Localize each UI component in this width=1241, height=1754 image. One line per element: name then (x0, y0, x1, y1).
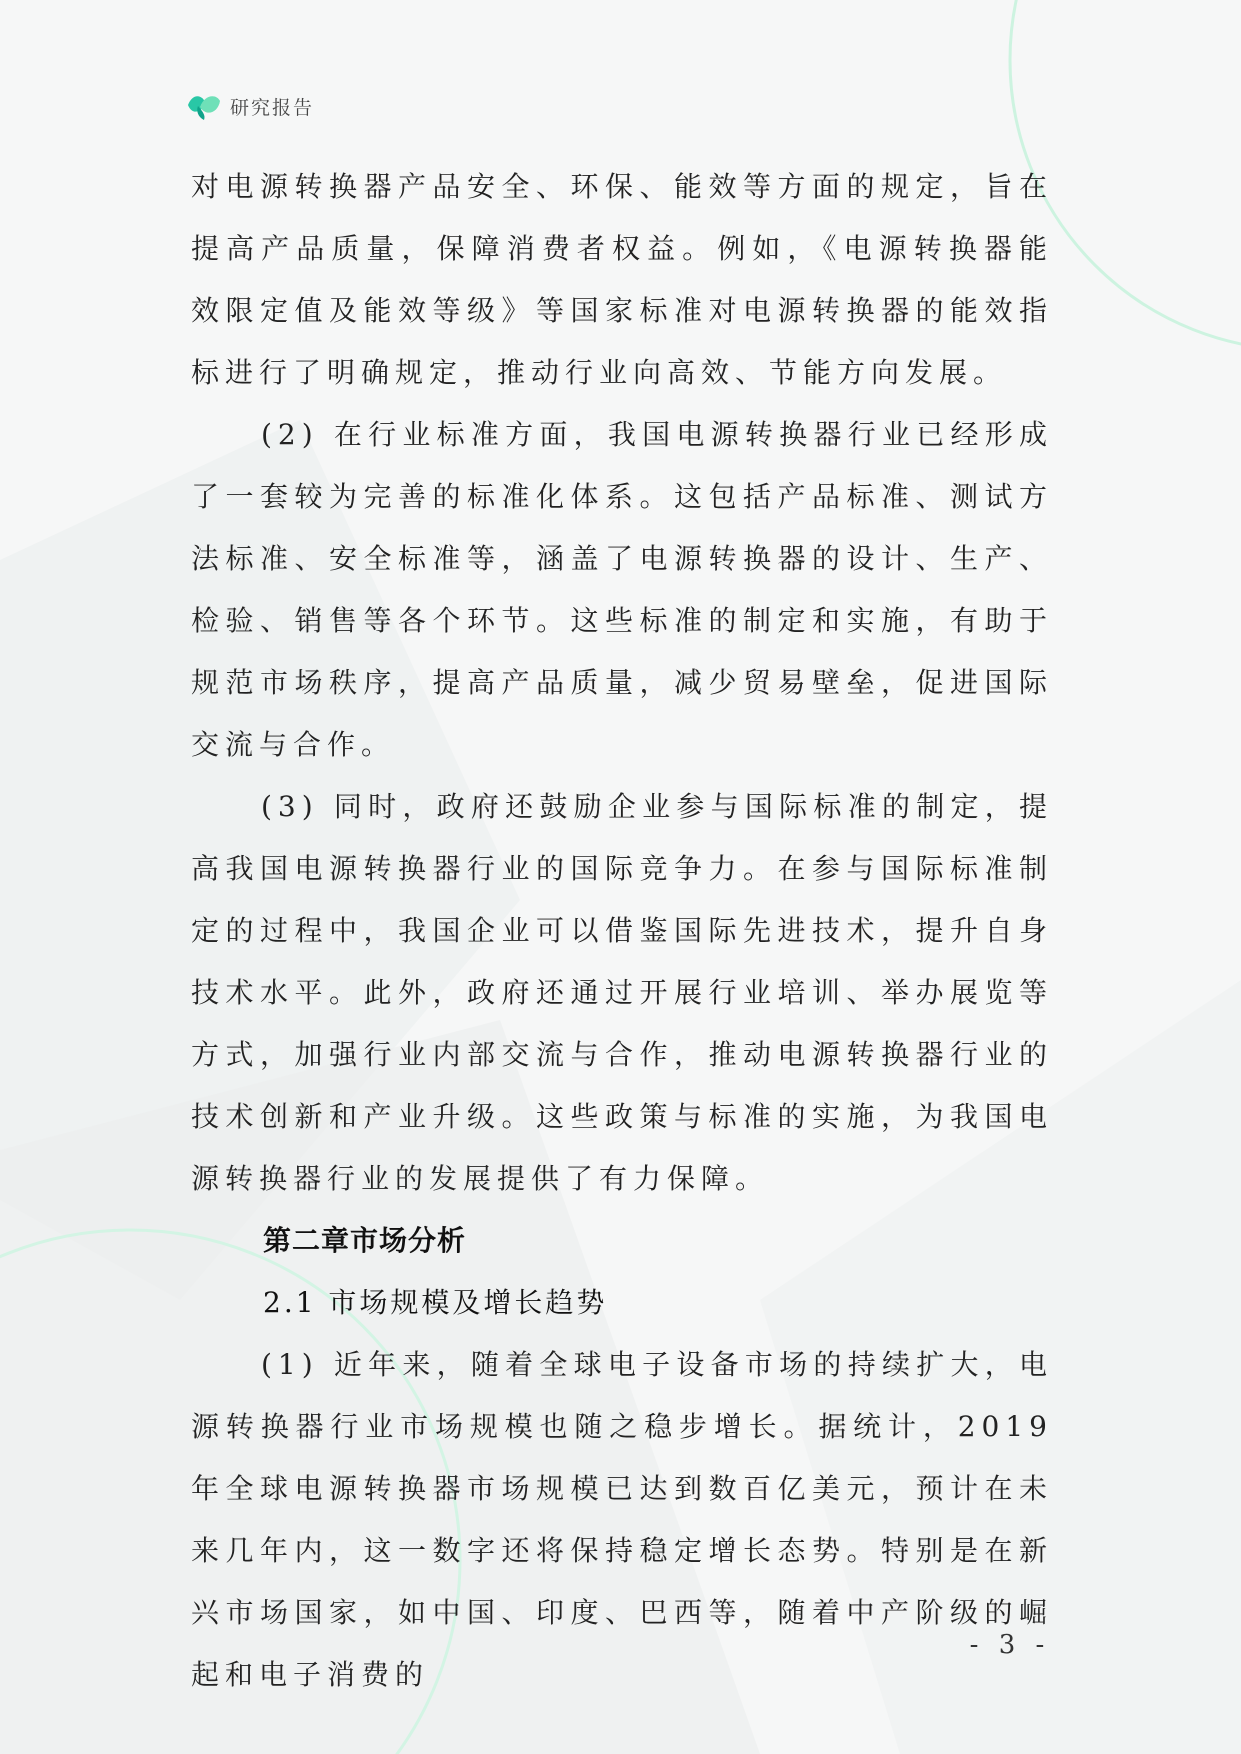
page-header (186, 88, 314, 124)
paragraph-continuation: 对电源转换器产品安全、环保、能效等方面的规定，旨在提高产品质量，保障消费者权益。例如，《电源转换器能效限定值及能效等级》等国家标准对电源转换器的能效指标进行了明确规定，推动行业向高效、节能方向发展。 (191, 170, 1053, 389)
paragraph-industry-standards: (2) 在行业标准方面，我国电源转换器行业已经形成了一套较为完善的标准化体系。这包括产品标准、测试方法标准、安全标准等，涵盖了电源转换器的设计、生产、检验、销售等各个环节。这些标准的制定和实施，有助于规范市场秩序，提高产品质量，减少贸易壁垒，促进国际交流与合作。 (191, 418, 1053, 761)
leaf-logo-icon (186, 91, 222, 121)
header-title: 研究报告 (230, 96, 315, 119)
page-number: - 3 - (969, 1630, 1051, 1660)
paragraph-international-standards: (3) 同时，政府还鼓励企业参与国际标准的制定，提高我国电源转换器行业的国际竞争力。在参与国际标准制定的过程中，我国企业可以借鉴国际先进技术，提升自身技术水平。此外，政府还通过开展行业培训、举办展览等方式，加强行业内部交流与合作，推动电源转换器行业的技术创新和产业升级。这些政策与标准的实施，为我国电源转换器行业的发展提供了有力保障。 (191, 790, 1053, 1195)
section-heading: 2.1 市场规模及增长趋势 (263, 1286, 608, 1319)
document-body (191, 156, 1053, 1706)
chapter-heading: 第二章市场分析 (263, 1224, 467, 1257)
paragraph-market-size: (1) 近年来，随着全球电子设备市场的持续扩大，电源转换器行业市场规模也随之稳步增长。据统计，2019 年全球电源转换器市场规模已达到数百亿美元，预计在未来几年内，这一数字还将保持稳定增长态势。特别是在新兴市场国家，如中国、印度、巴西等，随着中产阶级的崛起和电子消费的 (191, 1348, 1053, 1691)
